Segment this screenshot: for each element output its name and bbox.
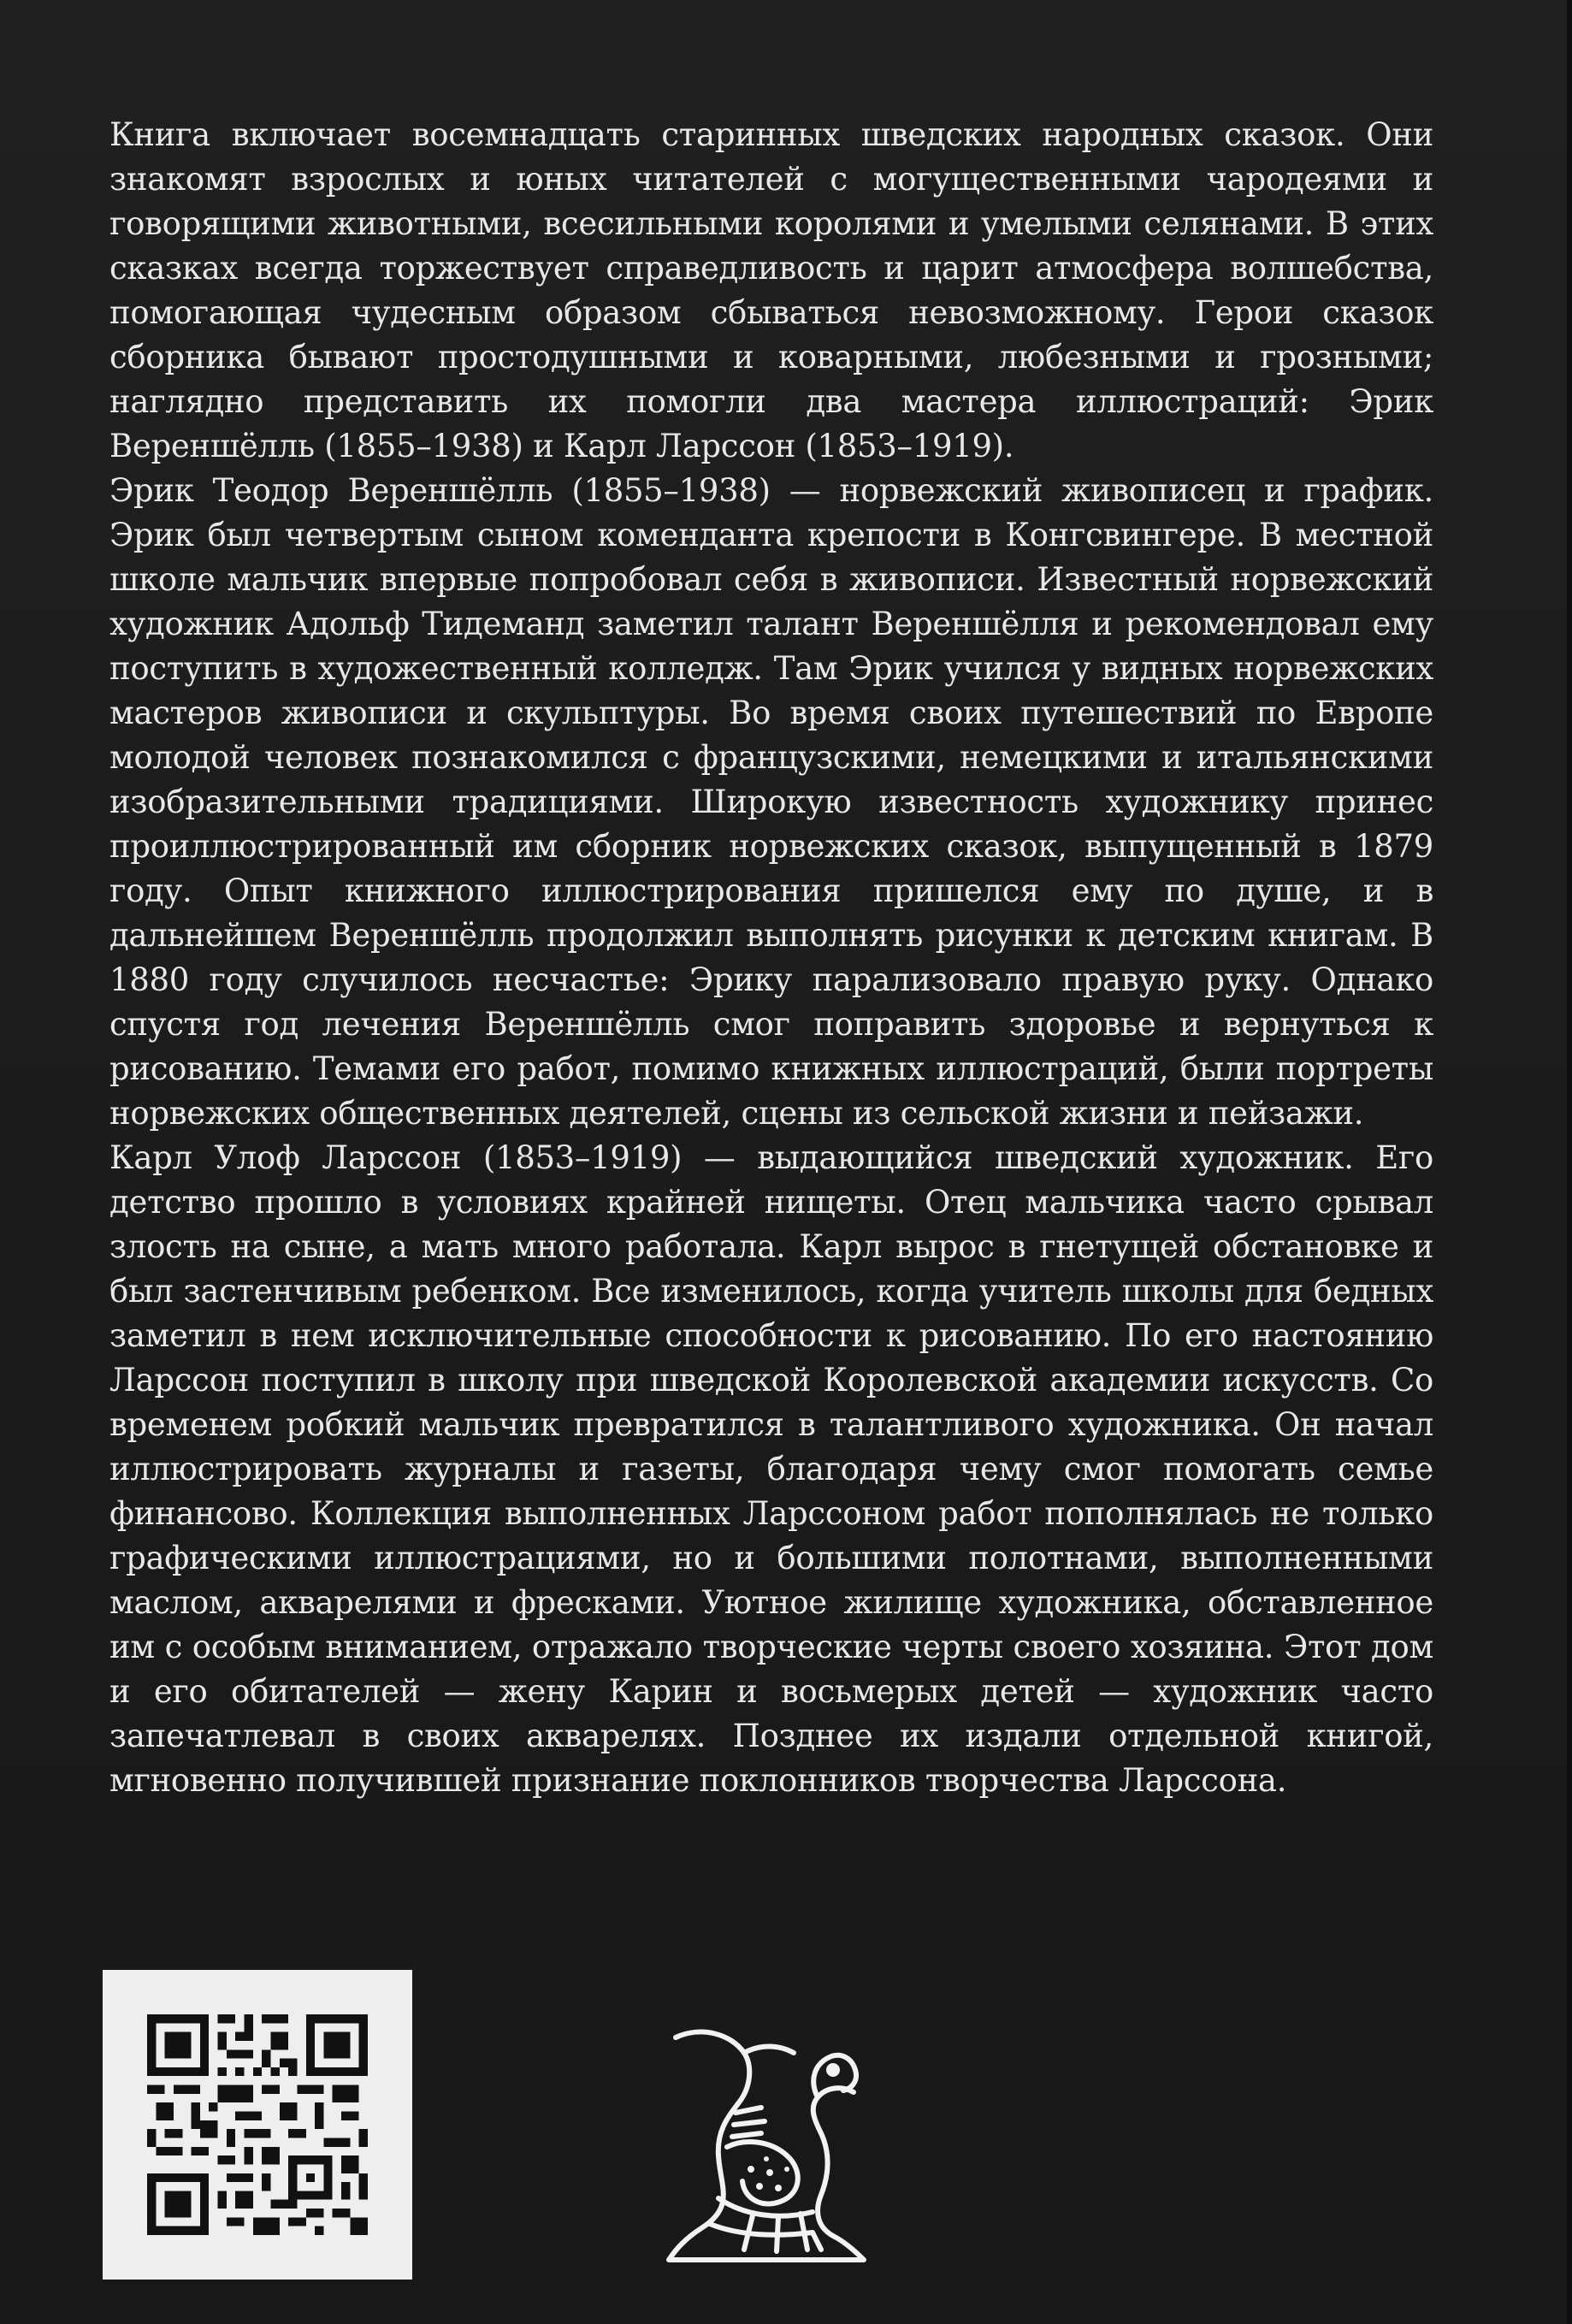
dragon-emblem-icon — [650, 2019, 889, 2275]
qr-code — [103, 1970, 412, 2280]
annotation-paragraph-3: Карл Улоф Ларссон (1853–1919) — выдающийся шведский художник. Его детство прошло в условиях крайней нищеты. Отец мальчика часто срывал злость на сыне, а мать много работала. Карл вырос в гнетущей обстановке и был застенчивым ребенком. Все изменилось, когда учитель школы для бедных заметил в нем исключительные способности к рисованию. По его настоянию Ларссон поступил в школу при шведской Королевской академии искусств. Со временем робкий мальчик превратился в талантливого художника. Он начал иллюстрировать журналы и газеты, благодаря чему смог помогать семье финансово. Коллекция выполненных Ларссоном работ пополнялась не только графическими иллюстрациями, но и большими полотнами, выполненными маслом, акварелями и фресками. Уютное жилище художника, обставленное им с особым вниманием, отражало творческие черты своего хозяина. Этот дом и его обитателей — жену Карин и восьмерых детей — художник часто запечатлевал в своих акварелях. Позднее их издали отдельной книгой, мгновенно получившей признание поклонников творчества Ларссона. — [109, 1139, 1433, 1799]
publisher-logo — [650, 2019, 889, 2275]
qr-code-icon — [147, 2014, 368, 2235]
annotation-paragraph-2: Эрик Теодор Вереншёлль (1855–1938) — норвежский живописец и график. Эрик был четвертым сыном коменданта крепости в Конгсвингере. В местной школе мальчик впервые попробовал себя в живописи. Известный норвежский художник Адольф Тидеманд заметил талант Вереншёлля и рекомендовал ему поступить в художественный колледж. Там Эрик учился у видных норвежских мастеров живописи и скульптуры. Во время своих путешествий по Европе молодой человек познакомился с французскими, немецкими и итальянскими изобразительными традициями. Широкую известность художнику принес проиллюстрированный им сборник норвежских сказок, выпущенный в 1879 году. Опыт книжного иллюстрирования пришелся ему по душе, и в дальнейшем Вереншёлль продолжил выполнять рисунки к детским книгам. В 1880 году случилось несчастье: Эрику парализовало правую руку. Однако спустя год лечения Вереншёлль смог поправить здоровье и вернуться к рисованию. Темами его работ, помимо книжных иллюстраций, были портреты норвежских общественных деятелей, сцены из сельской жизни и пейзажи. — [109, 472, 1433, 1132]
annotation-text — [109, 113, 1433, 1803]
annotation-paragraph-1: Книга включает восемнадцать старинных шведских народных сказок. Они знакомят взрослых и юных читателей с могущественными чародеями и говорящими животными, всесильными королями и умелыми селянами. В этих сказках всегда торжествует справедливость и царит атмосфера волшебства, помогающая чудесным образом сбываться невозможному. Герои сказок сборника бывают простодушными и коварными, любезными и грозными; наглядно представить их помогли два мастера иллюстраций: Эрик Вереншёлль (1855–1938) и Карл Ларссон (1853–1919). — [109, 116, 1433, 464]
